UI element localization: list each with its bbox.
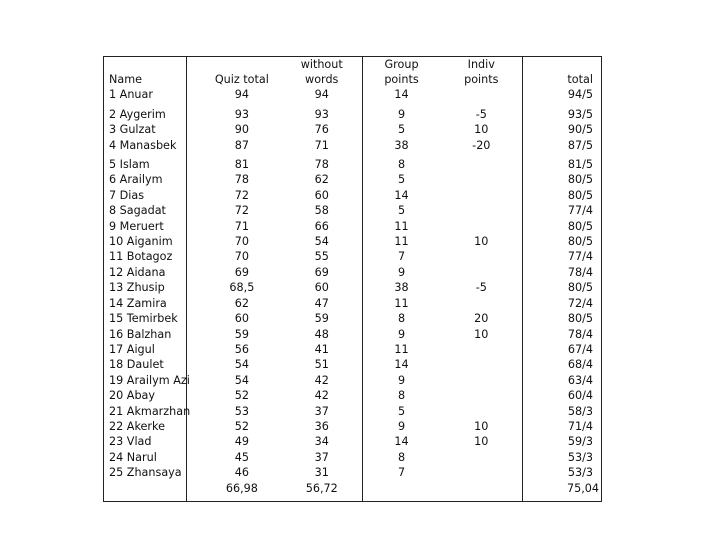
table-row bbox=[104, 107, 601, 122]
group-points-cell: 9 bbox=[397, 373, 406, 387]
group-points-cell: 7 bbox=[397, 466, 406, 480]
without-words-cell: 51 bbox=[314, 358, 329, 372]
score-sheet bbox=[103, 56, 602, 502]
indiv-points-cell: 10 bbox=[474, 327, 489, 341]
quiz-total-cell: 69 bbox=[234, 265, 249, 279]
total-cell: 94/5 bbox=[567, 88, 593, 102]
without-words-cell: 42 bbox=[314, 389, 329, 403]
indiv-points-cell: -5 bbox=[475, 281, 487, 295]
without-words-cell: 41 bbox=[314, 342, 329, 356]
without-words-cell: 76 bbox=[314, 123, 329, 137]
without-words-cell: 60 bbox=[314, 188, 329, 202]
indiv-points-cell bbox=[441, 157, 521, 172]
group-points-cell: 11 bbox=[394, 296, 409, 310]
table-row bbox=[104, 450, 601, 465]
table-row bbox=[104, 342, 601, 357]
without-words-cell: 48 bbox=[314, 327, 329, 341]
quiz-total-cell: 54 bbox=[234, 358, 249, 372]
table-row bbox=[104, 388, 601, 403]
table-row bbox=[104, 122, 601, 137]
total-cell: 63/4 bbox=[567, 373, 593, 387]
quiz-total-cell: 87 bbox=[234, 138, 249, 152]
student-name: 16 Balzhan bbox=[109, 327, 172, 341]
student-name: 25 Zhansaya bbox=[109, 466, 182, 480]
quiz-total-cell: 70 bbox=[234, 235, 249, 249]
without-words-cell: 78 bbox=[314, 158, 329, 172]
group-points-cell: 11 bbox=[394, 235, 409, 249]
total-cell: 53/3 bbox=[567, 450, 593, 464]
quiz-total-cell: 53 bbox=[234, 404, 249, 418]
averages-row bbox=[104, 481, 601, 496]
indiv-points-cell bbox=[441, 87, 521, 102]
group-points-cell: 14 bbox=[394, 188, 409, 202]
student-name: 8 Sagadat bbox=[109, 204, 166, 218]
without-words-cell: 58 bbox=[314, 204, 329, 218]
without-words-cell: 34 bbox=[314, 435, 329, 449]
without-words-cell: 42 bbox=[314, 373, 329, 387]
student-name: 7 Dias bbox=[109, 188, 145, 202]
quiz-total-cell: 45 bbox=[234, 450, 249, 464]
average-quiz-total: 66,98 bbox=[225, 481, 258, 495]
score-table bbox=[104, 57, 601, 496]
without-words-cell: 37 bbox=[314, 450, 329, 464]
student-name: 2 Aygerim bbox=[109, 107, 166, 121]
header-row-top bbox=[104, 57, 601, 72]
group-points-cell: 11 bbox=[394, 342, 409, 356]
total-cell: 81/5 bbox=[567, 158, 593, 172]
quiz-total-cell: 78 bbox=[234, 173, 249, 187]
indiv-points-cell: 20 bbox=[474, 312, 489, 326]
header-group-points-line2: points bbox=[384, 73, 419, 86]
header-row-bottom bbox=[104, 72, 601, 87]
table-row bbox=[104, 280, 601, 295]
student-name: 1 Anuar bbox=[109, 88, 153, 102]
table-row bbox=[104, 234, 601, 249]
total-cell: 80/5 bbox=[567, 235, 593, 249]
total-cell: 87/5 bbox=[567, 138, 593, 152]
table-row bbox=[104, 357, 601, 372]
group-points-cell: 5 bbox=[397, 404, 406, 418]
total-cell: 93/5 bbox=[567, 107, 593, 121]
total-cell: 60/4 bbox=[567, 389, 593, 403]
table-row bbox=[104, 138, 601, 153]
without-words-cell: 60 bbox=[314, 281, 329, 295]
student-name: 12 Aidana bbox=[109, 265, 166, 279]
header-quiz-total: Quiz total bbox=[214, 73, 269, 86]
without-words-cell: 93 bbox=[314, 107, 329, 121]
total-cell: 72/4 bbox=[567, 296, 593, 310]
indiv-points-cell bbox=[441, 373, 521, 388]
without-words-cell: 31 bbox=[314, 466, 329, 480]
student-name: 22 Akerke bbox=[109, 419, 165, 433]
student-name: 19 Arailym Azi bbox=[109, 373, 190, 387]
total-cell: 80/5 bbox=[567, 312, 593, 326]
student-name: 5 Islam bbox=[109, 158, 150, 172]
indiv-points-cell bbox=[441, 219, 521, 234]
indiv-points-cell bbox=[441, 450, 521, 465]
indiv-points-cell bbox=[441, 296, 521, 311]
group-points-cell: 8 bbox=[397, 158, 406, 172]
total-cell: 71/4 bbox=[567, 419, 593, 433]
quiz-total-cell: 49 bbox=[234, 435, 249, 449]
total-cell: 59/3 bbox=[567, 435, 593, 449]
table-row bbox=[104, 419, 601, 434]
group-points-cell: 11 bbox=[394, 219, 409, 233]
indiv-points-cell: 10 bbox=[474, 235, 489, 249]
table-row bbox=[104, 265, 601, 280]
group-points-cell: 14 bbox=[394, 88, 409, 102]
indiv-points-cell bbox=[441, 188, 521, 203]
total-cell: 77/4 bbox=[567, 204, 593, 218]
without-words-cell: 71 bbox=[314, 138, 329, 152]
table-row bbox=[104, 203, 601, 218]
total-cell: 90/5 bbox=[567, 123, 593, 137]
student-name: 6 Arailym bbox=[109, 173, 163, 187]
group-points-cell: 5 bbox=[397, 173, 406, 187]
total-cell: 80/5 bbox=[567, 188, 593, 202]
average-without-words: 56,72 bbox=[305, 481, 338, 495]
indiv-points-cell bbox=[441, 388, 521, 403]
indiv-points-cell bbox=[441, 357, 521, 372]
total-cell: 80/5 bbox=[567, 219, 593, 233]
table-row bbox=[104, 465, 601, 480]
total-cell: 53/3 bbox=[567, 466, 593, 480]
student-name: 4 Manasbek bbox=[109, 138, 177, 152]
header-group-points-line1: Group bbox=[384, 58, 419, 71]
table-row bbox=[104, 404, 601, 419]
header-without-words-line2: words bbox=[305, 73, 339, 86]
quiz-total-cell: 72 bbox=[234, 204, 249, 218]
student-name: 17 Aigul bbox=[109, 342, 155, 356]
group-points-cell: 9 bbox=[397, 265, 406, 279]
indiv-points-cell bbox=[441, 203, 521, 218]
student-name: 3 Gulzat bbox=[109, 123, 156, 137]
table-row bbox=[104, 296, 601, 311]
student-name: 13 Zhusip bbox=[109, 281, 165, 295]
total-cell: 67/4 bbox=[567, 342, 593, 356]
quiz-total-cell: 72 bbox=[234, 188, 249, 202]
without-words-cell: 36 bbox=[314, 419, 329, 433]
without-words-cell: 69 bbox=[314, 265, 329, 279]
without-words-cell: 37 bbox=[314, 404, 329, 418]
group-points-cell: 38 bbox=[394, 138, 409, 152]
total-cell: 68/4 bbox=[567, 358, 593, 372]
indiv-points-cell bbox=[441, 404, 521, 419]
without-words-cell: 94 bbox=[314, 88, 329, 102]
group-points-cell: 8 bbox=[397, 389, 406, 403]
indiv-points-cell: 10 bbox=[474, 123, 489, 137]
header-without-words-line1: without bbox=[300, 58, 343, 71]
group-points-cell: 9 bbox=[397, 107, 406, 121]
student-name: 9 Meruert bbox=[109, 219, 164, 233]
group-points-cell: 38 bbox=[394, 281, 409, 295]
table-row bbox=[104, 87, 601, 102]
quiz-total-cell: 54 bbox=[234, 373, 249, 387]
group-points-cell: 8 bbox=[397, 312, 406, 326]
group-points-cell: 9 bbox=[397, 419, 406, 433]
indiv-points-cell: -5 bbox=[475, 107, 487, 121]
student-name: 18 Daulet bbox=[109, 358, 164, 372]
table-row bbox=[104, 249, 601, 264]
average-total: 75,04 bbox=[566, 481, 599, 495]
student-name: 14 Zamira bbox=[109, 296, 167, 310]
quiz-total-cell: 90 bbox=[234, 123, 249, 137]
total-cell: 80/5 bbox=[567, 173, 593, 187]
total-cell: 78/4 bbox=[567, 327, 593, 341]
header-indiv-points-line1: Indiv bbox=[467, 58, 495, 71]
student-name: 20 Abay bbox=[109, 389, 156, 403]
header-indiv-points-line2: points bbox=[464, 73, 499, 86]
quiz-total-cell: 68,5 bbox=[229, 281, 255, 295]
quiz-total-cell: 52 bbox=[234, 389, 249, 403]
table-row bbox=[104, 434, 601, 449]
indiv-points-cell: 10 bbox=[474, 419, 489, 433]
total-cell: 58/3 bbox=[567, 404, 593, 418]
without-words-cell: 66 bbox=[314, 219, 329, 233]
without-words-cell: 59 bbox=[314, 312, 329, 326]
group-points-cell: 8 bbox=[397, 450, 406, 464]
table-row bbox=[104, 219, 601, 234]
total-cell: 78/4 bbox=[567, 265, 593, 279]
indiv-points-cell bbox=[441, 172, 521, 187]
group-points-cell: 14 bbox=[394, 435, 409, 449]
student-name: 10 Aiganim bbox=[109, 235, 173, 249]
without-words-cell: 47 bbox=[314, 296, 329, 310]
quiz-total-cell: 93 bbox=[234, 107, 249, 121]
group-points-cell: 14 bbox=[394, 358, 409, 372]
indiv-points-cell: -20 bbox=[472, 138, 491, 152]
student-name: 24 Narul bbox=[109, 450, 157, 464]
student-name: 11 Botagoz bbox=[109, 250, 173, 264]
group-points-cell: 7 bbox=[397, 250, 406, 264]
without-words-cell: 54 bbox=[314, 235, 329, 249]
quiz-total-cell: 56 bbox=[234, 342, 249, 356]
quiz-total-cell: 62 bbox=[234, 296, 249, 310]
table-row bbox=[104, 172, 601, 187]
indiv-points-cell bbox=[441, 249, 521, 264]
group-points-cell: 5 bbox=[397, 204, 406, 218]
quiz-total-cell: 59 bbox=[234, 327, 249, 341]
header-name: Name bbox=[109, 73, 143, 86]
total-cell: 77/4 bbox=[567, 250, 593, 264]
quiz-total-cell: 81 bbox=[234, 158, 249, 172]
indiv-points-cell bbox=[441, 265, 521, 280]
student-name: 15 Temirbek bbox=[109, 312, 178, 326]
group-points-cell: 5 bbox=[397, 123, 406, 137]
quiz-total-cell: 52 bbox=[234, 419, 249, 433]
table-row bbox=[104, 327, 601, 342]
quiz-total-cell: 70 bbox=[234, 250, 249, 264]
table-row bbox=[104, 188, 601, 203]
student-name: 23 Vlad bbox=[109, 435, 152, 449]
header-total: total bbox=[567, 73, 593, 86]
table-row bbox=[104, 157, 601, 172]
table-row bbox=[104, 311, 601, 326]
quiz-total-cell: 71 bbox=[234, 219, 249, 233]
indiv-points-cell bbox=[441, 342, 521, 357]
table-row bbox=[104, 373, 601, 388]
group-points-cell: 9 bbox=[397, 327, 406, 341]
quiz-total-cell: 94 bbox=[234, 88, 249, 102]
without-words-cell: 62 bbox=[314, 173, 329, 187]
without-words-cell: 55 bbox=[314, 250, 329, 264]
indiv-points-cell: 10 bbox=[474, 435, 489, 449]
indiv-points-cell bbox=[441, 465, 521, 480]
quiz-total-cell: 60 bbox=[234, 312, 249, 326]
quiz-total-cell: 46 bbox=[234, 466, 249, 480]
total-cell: 80/5 bbox=[567, 281, 593, 295]
student-name: 21 Akmarzhan bbox=[109, 404, 191, 418]
